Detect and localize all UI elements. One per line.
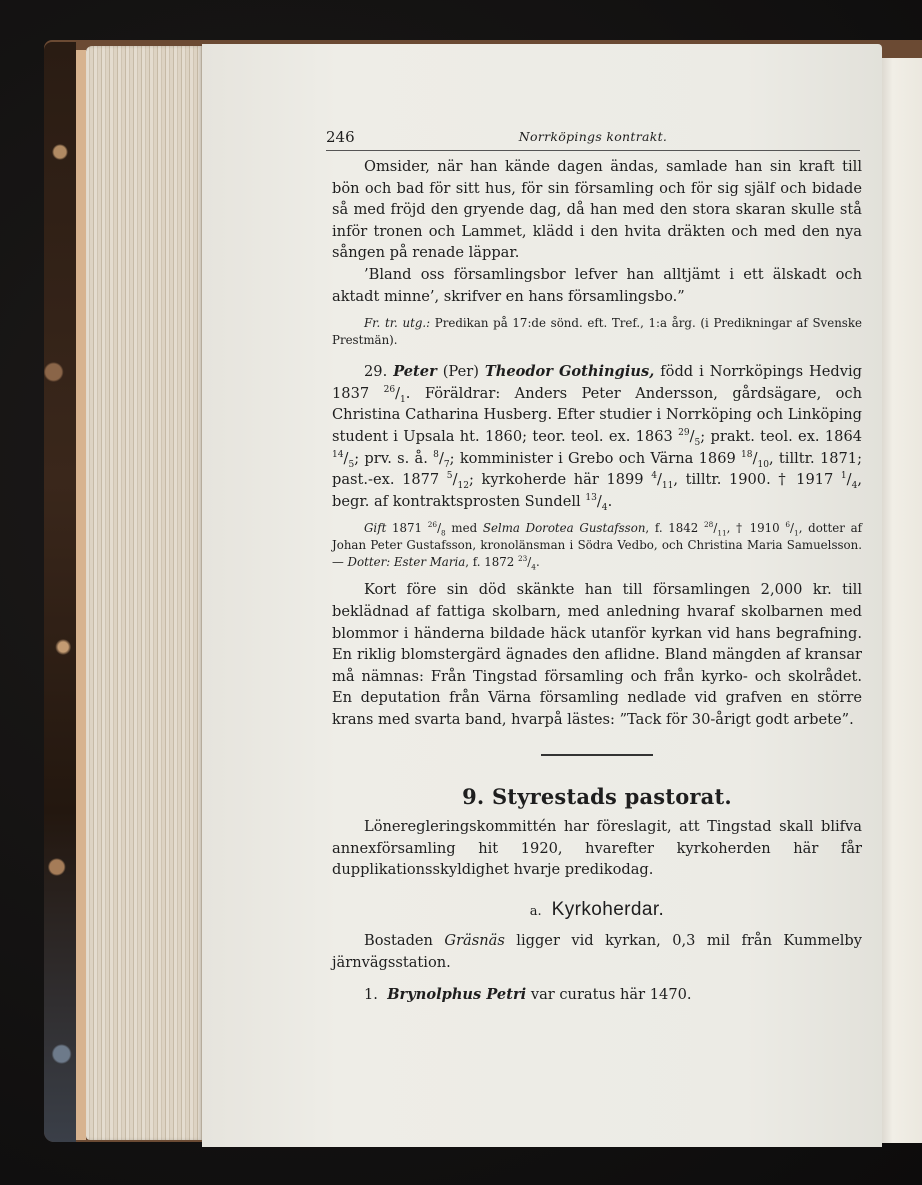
- facing-page-edge: [880, 58, 922, 1143]
- date-day: 13: [585, 492, 597, 503]
- residence-name: Gräsnäs: [444, 932, 505, 950]
- page-stack-edge: [86, 46, 202, 1140]
- residence-text: ligger vid kyrkan, 0,3 mil från Kummelby järnvägsstation.: [332, 932, 862, 972]
- marriage-text: , f. 1872: [465, 555, 518, 570]
- spouse-name: Selma Dorotea Gustafsson: [482, 521, 646, 536]
- marriage-note: Gift 1871 $^{26}/_8$ med Selma Dorotea Gustafsson, f. 1842 $^{28}/_{11}$, † 1910 $^6/_1$, dotter af Johan Peter Gustafsson, kronolänsman i Södra Vedbo, och Christina Maria Samuelsson. — Dotter: Ester Maria, f. 1872 $^{23}/_4$.: [332, 520, 863, 572]
- date-month: 11: [661, 481, 674, 492]
- date-day: 6: [785, 520, 791, 530]
- date-day: 26: [383, 384, 396, 395]
- date-month: 12: [457, 481, 469, 492]
- endpaper-edge: [76, 50, 86, 1140]
- date-month: 4: [531, 562, 536, 572]
- date-day: 5: [446, 471, 453, 482]
- entry-text: , tilltr. 1871; past.-ex. 1877: [332, 449, 862, 489]
- entry-text: ; kyrkoherde här 1899: [469, 471, 652, 489]
- printed-works-label: Fr. tr. utg.:: [364, 316, 431, 331]
- date-month: 8: [441, 528, 446, 538]
- entry-text: , begr. af kontraktsprosten Sundell: [332, 471, 862, 510]
- entry-alt-name: (Per): [436, 363, 485, 381]
- marriage-text: 1871: [386, 521, 428, 536]
- residence-text: Bostaden: [364, 932, 445, 950]
- running-head: Norrköpings kontrakt.: [518, 129, 668, 144]
- section-title: 9. Styrestads pastorat.: [462, 784, 732, 810]
- subsection-letter: a.: [529, 903, 542, 919]
- date-day: 4: [651, 471, 657, 482]
- date-day: 18: [741, 449, 753, 460]
- residence-paragraph: [332, 930, 862, 973]
- date-month: 1: [794, 528, 799, 538]
- date-day: 28: [704, 520, 714, 530]
- subsection-title: Kyrkoherdar.: [551, 898, 665, 920]
- entry-text: , tilltr. 1900. † 1917: [673, 471, 841, 489]
- date-month: 1: [400, 394, 406, 405]
- entry-text: .: [607, 492, 613, 510]
- book-page: [202, 44, 882, 1147]
- printed-works-text: Predikan på 17:de sönd. eft. Tref., 1:a årg. (i Predikningar af Svenske Prestmän).: [332, 316, 862, 348]
- date-month: 4: [601, 502, 608, 513]
- date-month: 7: [443, 459, 450, 470]
- paragraph-donation: Kort före sin död skänkte han till församlingen 2,000 kr. till beklädnad af fattiga skolbarn, med anledning hvaraf skolbarnen med blommor i händerna bildade häck utanför kyrkan vid hans begrafning. En riklig blomstergärd ägnades den aflidne. Bland mängden af kransar må nämnas: Från Tingstad församling och från kyrko- och skolrådet. En deputation från Värna församling nedlade vid grafven en större krans med svarta band, hvarpå lästes: ”Tack för 30-årigt godt arbete”.: [332, 581, 862, 728]
- subsection-heading: [332, 899, 862, 923]
- entry-middle-name: Theodor: [484, 363, 553, 381]
- date-month: 5: [348, 459, 355, 470]
- section-intro: Löneregleringskommittén har föreslagit, att Tingstad skall blifva annexförsamling hit 1920, hvarefter kyrkoherden här får dupplikationsskyldighet hvarje predikodag.: [332, 818, 862, 879]
- date-day: 23: [518, 554, 528, 564]
- entry-text: ; prv. s. å.: [354, 449, 434, 467]
- date-day: 29: [678, 428, 690, 439]
- page-header: [326, 128, 860, 151]
- entry-surname: Gothingius,: [558, 363, 655, 381]
- marriage-text: , f. 1842: [645, 521, 705, 536]
- entry-text: ; prakt. teol. ex. 1864: [700, 427, 863, 445]
- date-month: 4: [851, 481, 858, 492]
- paragraph-final-days: Omsider, när han kände dagen ändas, samlade han sin kraft till bön och bad för sitt hus, för sin församling och för sig själf och bidade så med fröjd den gryende dag, då han med den stora skaran skulle stå inför tronen och Lammet, klädd i den hvita dräkten och med den nya sången på renade läppar.: [332, 158, 862, 262]
- date-day: 14: [332, 449, 344, 460]
- marriage-text: , † 1910: [726, 521, 786, 536]
- date-month: 5: [694, 437, 701, 448]
- marriage-text: med: [445, 521, 483, 536]
- date-month: 11: [717, 528, 727, 538]
- page-body: [332, 156, 862, 1005]
- entry-text: var curatus här 1470.: [526, 985, 692, 1003]
- entry-text: född i Norrköpings Hedvig 1837: [332, 363, 863, 402]
- entry-name: Brynolphus Petri: [387, 985, 527, 1003]
- entry-text: . Föräldrar: Anders Peter Andersson, gårdsägare, och Christina Catharina Husberg. Efter studier i Norrköping och Linköping student i Upsala ht. 1860; teor. teol. ex. 1863: [332, 384, 863, 445]
- paragraph-quote: ’Bland oss församlingsbor lefver han alltjämt i ett älskadt och aktadt minne’, skrifver en hans församlingsbo.”: [332, 265, 862, 305]
- children-names: Dotter: Ester Maria: [347, 555, 466, 570]
- entry-number: 1.: [364, 985, 378, 1003]
- date-month: 10: [757, 459, 769, 470]
- page-number: 246: [326, 128, 355, 146]
- marbled-binding: [44, 42, 76, 1142]
- marriage-text: , dotter af Johan Peter Gustafsson, kronolänsman i Södra Vedbo, och Christina Maria Samuelsson. —: [332, 521, 863, 570]
- date-day: 1: [840, 471, 847, 482]
- date-day: 8: [433, 449, 439, 460]
- printed-works: [332, 315, 862, 349]
- entry-number: 29.: [364, 363, 388, 381]
- biography-entry-29: 29. Peter (Per) Theodor Gothingius, född i Norrköpings Hedvig 1837 $^{26}/_1$. Föräldrar: Anders Peter Andersson, gårdsägare, och Christina Catharina Husberg. Efter studier i Norrköping och Linköping student i Upsala ht. 1860; teor. teol. ex. 1863 $^{29}/_5$; prakt. teol. ex. 1864 $^{14}/_5$; prv. s. å. $^8/_7$; komminister i Grebo och Värna 1869 $^{18}/_{10}$, tilltr. 1871; past.-ex. 1877 $^5/_{12}$; kyrkoherde här 1899 $^4/_{11}$, tilltr. 1900. † 1917 $^1/_4$, begr. af kontraktsprosten Sundell $^{13}/_4$.: [332, 363, 863, 513]
- section-divider: [541, 754, 653, 756]
- marriage-text: .: [535, 555, 540, 570]
- biography-entry-1: [332, 984, 862, 1006]
- marriage-label: Gift: [364, 521, 387, 536]
- date-day: 26: [427, 520, 438, 530]
- entry-text: ; komminister i Grebo och Värna 1869: [449, 449, 742, 467]
- entry-first-name: Peter: [393, 363, 437, 381]
